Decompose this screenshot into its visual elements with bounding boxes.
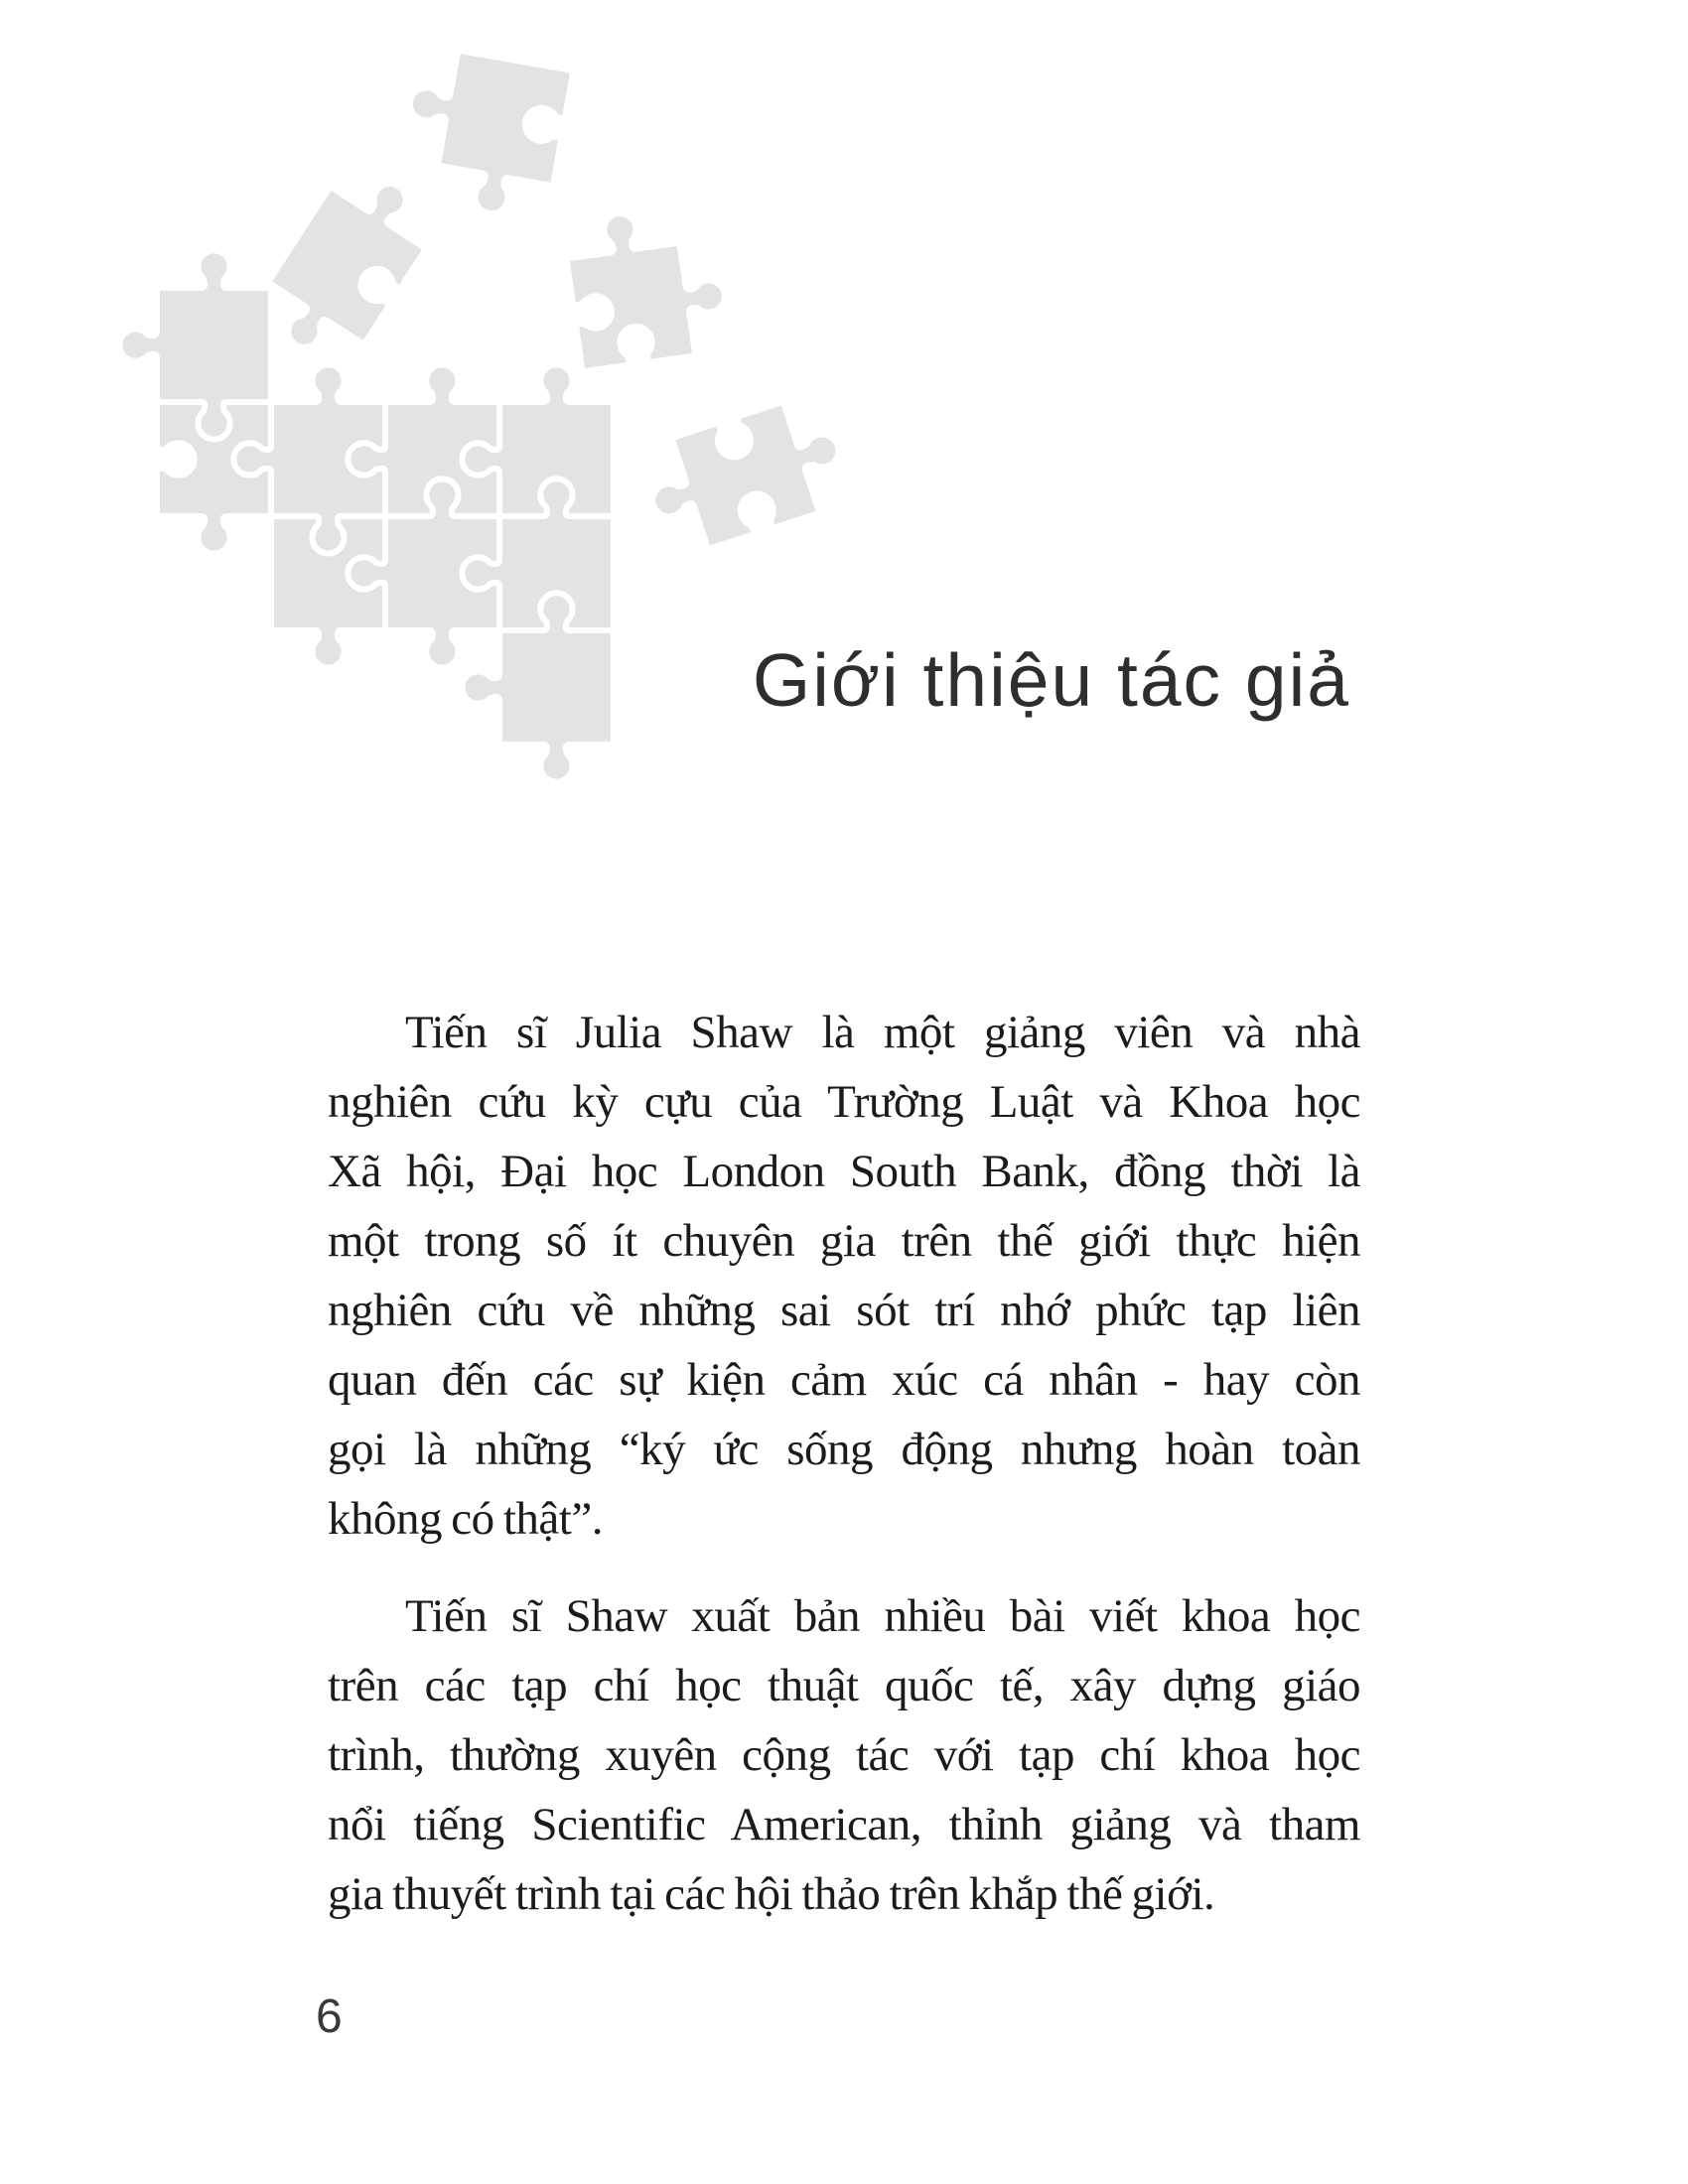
page-number: 6 <box>316 1990 343 2043</box>
body-line: nổi tiếng Scientific American, thỉnh giảng và tham <box>328 1799 1360 1850</box>
body-line: quan đến các sự kiện cảm xúc cá nhân - hay còn <box>328 1354 1360 1406</box>
body-line: một trong số ít chuyên gia trên thế giới thực hiện <box>328 1215 1360 1267</box>
puzzle-piece <box>561 201 732 371</box>
puzzle-piece <box>393 44 573 223</box>
paragraph <box>328 998 1360 1554</box>
body-line: Xã hội, Đại học London South Bank, đồng thời là <box>328 1146 1360 1197</box>
body-line: nghiên cứu về những sai sót trí nhớ phức tạp liên <box>328 1285 1360 1336</box>
body-line: Tiến sĩ Shaw xuất bản nhiều bài viết khoa học <box>405 1590 1360 1642</box>
page-title: Giới thiệu tác giả <box>752 638 1350 722</box>
body-line: Tiến sĩ Julia Shaw là một giảng viên và nhà <box>405 1007 1360 1058</box>
paragraph <box>328 1581 1360 1929</box>
body-line: trên các tạp chí học thuật quốc tế, xây dựng giáo <box>328 1660 1360 1711</box>
body-line: gọi là những “ký ức sống động nhưng hoàn toàn <box>328 1424 1360 1475</box>
puzzle-pieces-icon <box>0 0 993 893</box>
body-text <box>328 998 1360 1929</box>
body-line: gia thuyết trình tại các hội thảo trên khắp thế giới. <box>328 1868 1215 1920</box>
puzzle-piece <box>248 155 447 375</box>
body-line: trình, thường xuyên cộng tác với tạp chí khoa học <box>328 1729 1360 1781</box>
body-line: không có thật”. <box>328 1493 603 1545</box>
puzzle-piece <box>635 390 856 561</box>
body-line: nghiên cứu kỳ cựu của Trường Luật và Khoa học <box>328 1076 1360 1128</box>
